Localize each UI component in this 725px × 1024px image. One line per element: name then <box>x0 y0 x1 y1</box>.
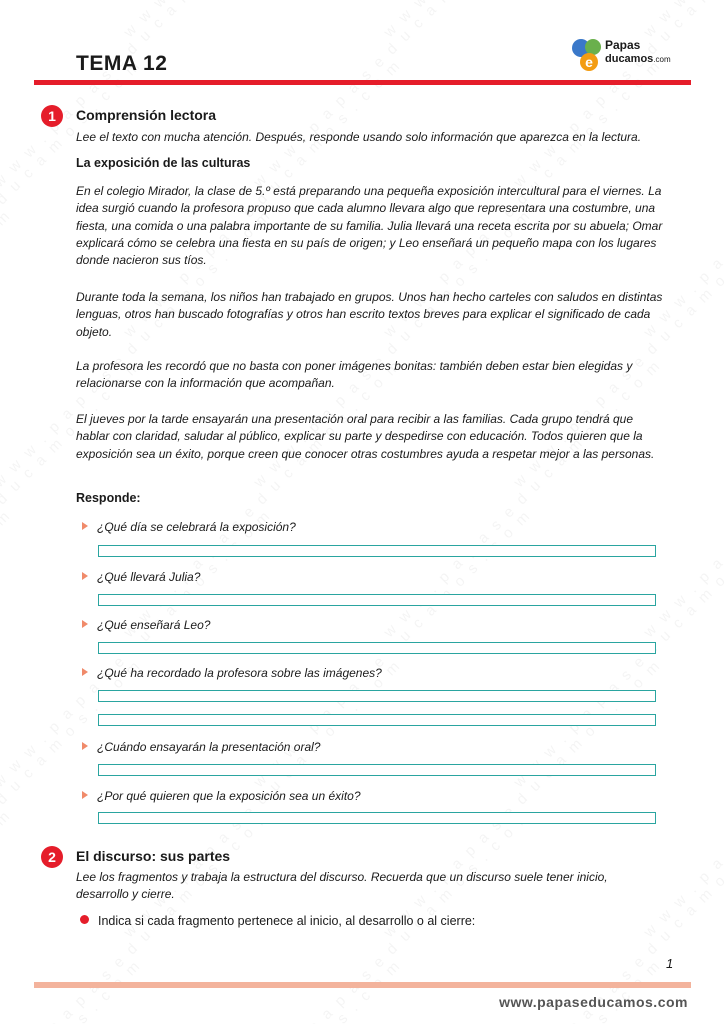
triangle-bullet-icon <box>82 742 88 750</box>
reading-paragraph-2: Durante toda la semana, los niños han trabajado en grupos. Unos han hecho carteles con saludos en distintas lenguas, otros han buscado fotografías y otros han escrito textos breves para explicar el significado de cada objeto. <box>76 290 663 339</box>
triangle-bullet-icon <box>82 522 88 530</box>
watermark-text <box>640 956 725 1024</box>
reading-paragraph-3: La profesora les recordó que no basta con poner imágenes bonitas: también deben estar bien elegidas y relacionarse con la información que acompañan. <box>76 359 633 391</box>
footer-band <box>34 982 691 988</box>
section-1-title: Comprensión lectora <box>76 107 217 123</box>
answer-line-5[interactable] <box>98 764 656 776</box>
e-letter-logo-icon <box>569 36 605 72</box>
answer-line-4b[interactable] <box>98 714 656 726</box>
watermark-text <box>120 956 405 1024</box>
page-header <box>34 38 691 84</box>
logo-educamos-text <box>605 53 671 65</box>
question-3 <box>82 618 210 632</box>
watermark-text <box>640 0 725 41</box>
watermark-text <box>0 0 145 41</box>
reading-paragraph-1: En el colegio Mirador, la clase de 5.º está preparando una pequeña exposición intercultural para el viernes. La idea surgió cuando la profesora propuso que cada alumno llevara algo que representara una costumbre, una fiesta, una comida o una palabra importante de su familia. Julia llevará una receta escrita por su abuela; Omar explicará cómo se celebra una fiesta en su país de origen; y Leo enseñará un pequeño mapa con los lugares donde nacieron sus tíos. <box>76 184 663 268</box>
watermark-text <box>0 506 15 791</box>
header-red-rule <box>34 80 691 85</box>
reading-title: La exposición de las culturas <box>76 156 251 170</box>
question-5 <box>82 740 320 754</box>
papaseducamos-logo <box>569 36 689 74</box>
answer-line-2[interactable] <box>98 594 656 606</box>
red-dot-bullet-icon <box>80 915 89 924</box>
watermark-text <box>250 0 535 191</box>
question-3-text: ¿Qué enseñará Leo? <box>97 618 211 632</box>
triangle-bullet-icon <box>82 572 88 580</box>
logo-educamos-word: ducamos <box>605 53 654 65</box>
question-1-text: ¿Qué día se celebrará la exposición? <box>97 520 296 534</box>
section-2-title: El discurso: sus partes <box>76 848 231 864</box>
page-number: 1 <box>666 956 674 971</box>
reading-paragraph-4: El jueves por la tarde ensayarán una presentación oral para recibir a las familias. Cada grupo tendrá que hablar con claridad, saludar al público, explicar su parte y despedirse con educación. Todos quieren que la exposición sea un éxito, porque creen que conocer otras costumbres ayuda a respetar mejor a las personas. <box>76 412 655 461</box>
watermark-text <box>0 206 15 491</box>
question-4 <box>82 666 382 680</box>
section-1-badge: 1 <box>41 105 63 127</box>
logo-com-suffix: .com <box>653 55 671 64</box>
watermark-text <box>510 806 725 1024</box>
question-2 <box>82 570 200 584</box>
watermark-text <box>380 0 665 41</box>
watermark-text <box>0 0 15 191</box>
watermark-text <box>0 806 15 1024</box>
answer-line-4a[interactable] <box>98 690 656 702</box>
question-4-text: ¿Qué ha recordado la profesora sobre las imágenes? <box>97 666 382 680</box>
triangle-bullet-icon <box>82 620 88 628</box>
question-1 <box>82 520 296 534</box>
question-6 <box>82 789 361 803</box>
watermark-text <box>0 956 145 1024</box>
watermark-text <box>380 956 665 1024</box>
responde-label: Responde: <box>76 491 141 505</box>
section-2-bullet-text: Indica si cada fragmento pertenece al inicio, al desarrollo o al cierre: <box>98 914 476 928</box>
question-2-text: ¿Qué llevará Julia? <box>97 570 201 584</box>
triangle-bullet-icon <box>82 791 88 799</box>
answer-line-6[interactable] <box>98 812 656 824</box>
page-title: TEMA 12 <box>76 52 168 75</box>
footer-url: www.papaseducamos.com <box>499 994 688 1010</box>
svg-text:e: e <box>585 54 593 70</box>
question-5-text: ¿Cuándo ensayarán la presentación oral? <box>97 740 321 754</box>
logo-papas-text: Papas <box>605 38 641 52</box>
section-2-instructions: Lee los fragmentos y trabaja la estructura del discurso. Recuerda que un discurso suele tener inicio, desarrollo y cierre. <box>76 870 608 901</box>
answer-line-1[interactable] <box>98 545 656 557</box>
watermark-text <box>120 0 405 41</box>
section-2-badge: 2 <box>41 846 63 868</box>
triangle-bullet-icon <box>82 668 88 676</box>
watermark-text <box>510 0 725 191</box>
section-1-instructions: Lee el texto con mucha atención. Después, responde usando solo información que aparezca en la lectura. <box>76 130 642 144</box>
section-2-bullet <box>80 914 475 928</box>
question-6-text: ¿Por qué quieren que la exposición sea un éxito? <box>97 789 361 803</box>
answer-line-3[interactable] <box>98 642 656 654</box>
